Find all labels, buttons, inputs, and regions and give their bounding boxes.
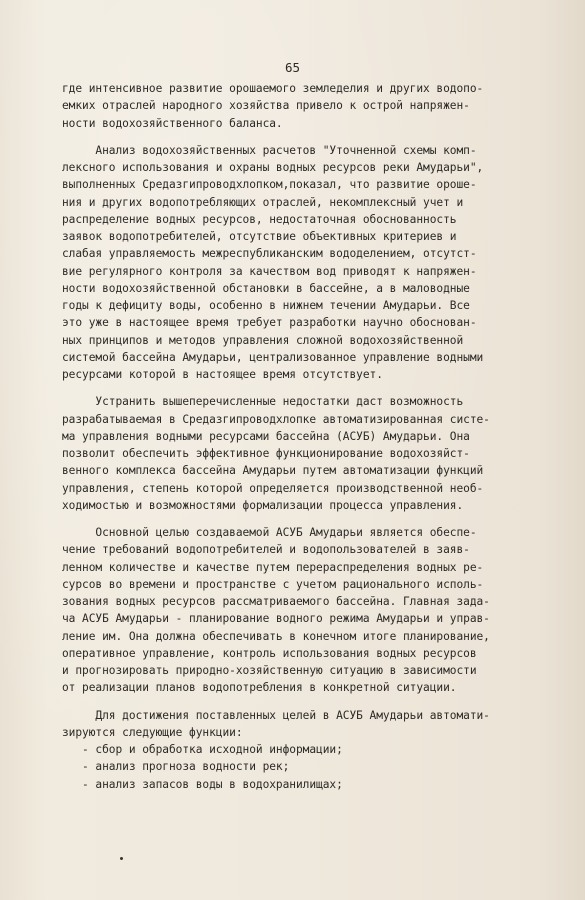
text-line: зования водных ресурсов рассматриваемого бассейна. Главная зада-: [62, 595, 490, 608]
text-line: чение требований водопотребителей и водопользователей в заяв-: [62, 543, 470, 557]
text-line: ности водохозяйственного баланса.: [62, 116, 283, 130]
text-line: оперативное управление, контроль использования водных ресурсов: [62, 646, 477, 660]
text-line: системой бассейна Амударьи, централизованное управление водными: [62, 350, 484, 364]
body-text: [62, 80, 532, 793]
text-line: ных принципов и методов управления сложной водохозяйственной: [62, 333, 464, 347]
paragraph-4: [62, 524, 532, 697]
text-line: годы к дефициту воды, особенно в нижнем течении Амударьи. Все: [62, 299, 470, 312]
text-line: ленном количестве и качестве путем перераспределения водных ре-: [62, 560, 484, 574]
text-line: ление им. Она должна обеспечивать в конечном итоге планирование,: [62, 629, 490, 643]
text-line: и прогнозировать природно-хозяйственную ситуацию в зависимости: [62, 664, 477, 677]
text-line: управления, степень которой определяется производственной необ-: [62, 481, 484, 495]
list-item: - анализ прогноза водности рек;: [62, 760, 290, 774]
page-number: 65: [284, 60, 301, 75]
paragraph-5: [62, 707, 532, 793]
list-item: - сбор и обработка исходной информации;: [62, 743, 343, 756]
text-line: ния и других водопотребляющих отраслей, некомплексный учет и: [62, 195, 464, 209]
ink-speck: [120, 857, 123, 860]
list-item: - анализ запасов воды в водохранилищах;: [62, 777, 343, 791]
text-line: лексного использования и охраны водных ресурсов реки Амударьи",: [62, 161, 484, 174]
text-line: позволит обеспечить эффективное функционирование водохозяйст-: [62, 447, 470, 460]
text-line: сурсов во времени и пространстве с учетом рационального исполь-: [62, 577, 484, 591]
text-line: ча АСУБ Амударьи - планирование водного режима Амударьи и управ-: [62, 612, 490, 626]
text-line: ма управления водными ресурсами бассейна (АСУБ) Амударьи. Она: [62, 429, 470, 443]
text-line: это уже в настоящее время требует разработки научно обоснован-: [62, 316, 477, 330]
text-line: где интенсивное развитие орошаемого земледелия и других водопо-: [62, 82, 484, 95]
text-line: разрабатываемая в Средазгипроводхлопке автоматизированная систе-: [62, 412, 490, 426]
text-line: Анализ водохозяйственных расчетов "Уточненной схемы комп-: [62, 143, 477, 157]
paragraph-3: [62, 393, 532, 514]
paragraph-2: [62, 142, 532, 384]
text-line: Для достижения поставленных целей в АСУБ Амударьи автомати-: [62, 708, 490, 722]
text-line: Устранить вышеперечисленные недостатки даст возможность: [62, 395, 464, 409]
text-line: ресурсами которой в настоящее время отсутствует.: [62, 368, 383, 381]
text-line: заявок водопотребителей, отсутствие объективных критериев и: [62, 230, 457, 243]
text-line: слабая управляемость межреспубликанским вододелением, отсутст-: [62, 247, 477, 261]
text-line: от реализации планов водопотребления в конкретной ситуации.: [62, 681, 457, 695]
text-line: емких отраслей народного хозяйства привело к острой напряжен-: [62, 99, 470, 113]
text-line: зируются следующие функции:: [62, 725, 243, 739]
text-line: ходимостью и возможностями формализации процесса управления.: [62, 498, 464, 512]
text-line: ности водохозяйственной обстановки в бассейне, а в маловодные: [62, 281, 470, 295]
text-line: венного комплекса бассейна Амударьи путем автоматизации функций: [62, 464, 484, 478]
text-line: вие регулярного контроля за качеством вод приводят к напряжен-: [62, 264, 477, 278]
text-line: распределение водных ресурсов, недостаточная обоснованность: [62, 212, 457, 226]
text-line: Основной целью создаваемой АСУБ Амударьи является обеспе-: [62, 526, 477, 539]
paragraph-1: [62, 80, 532, 132]
text-line: выполненных Средазгипроводхлопком,показал, что развитие ороше-: [62, 178, 477, 192]
